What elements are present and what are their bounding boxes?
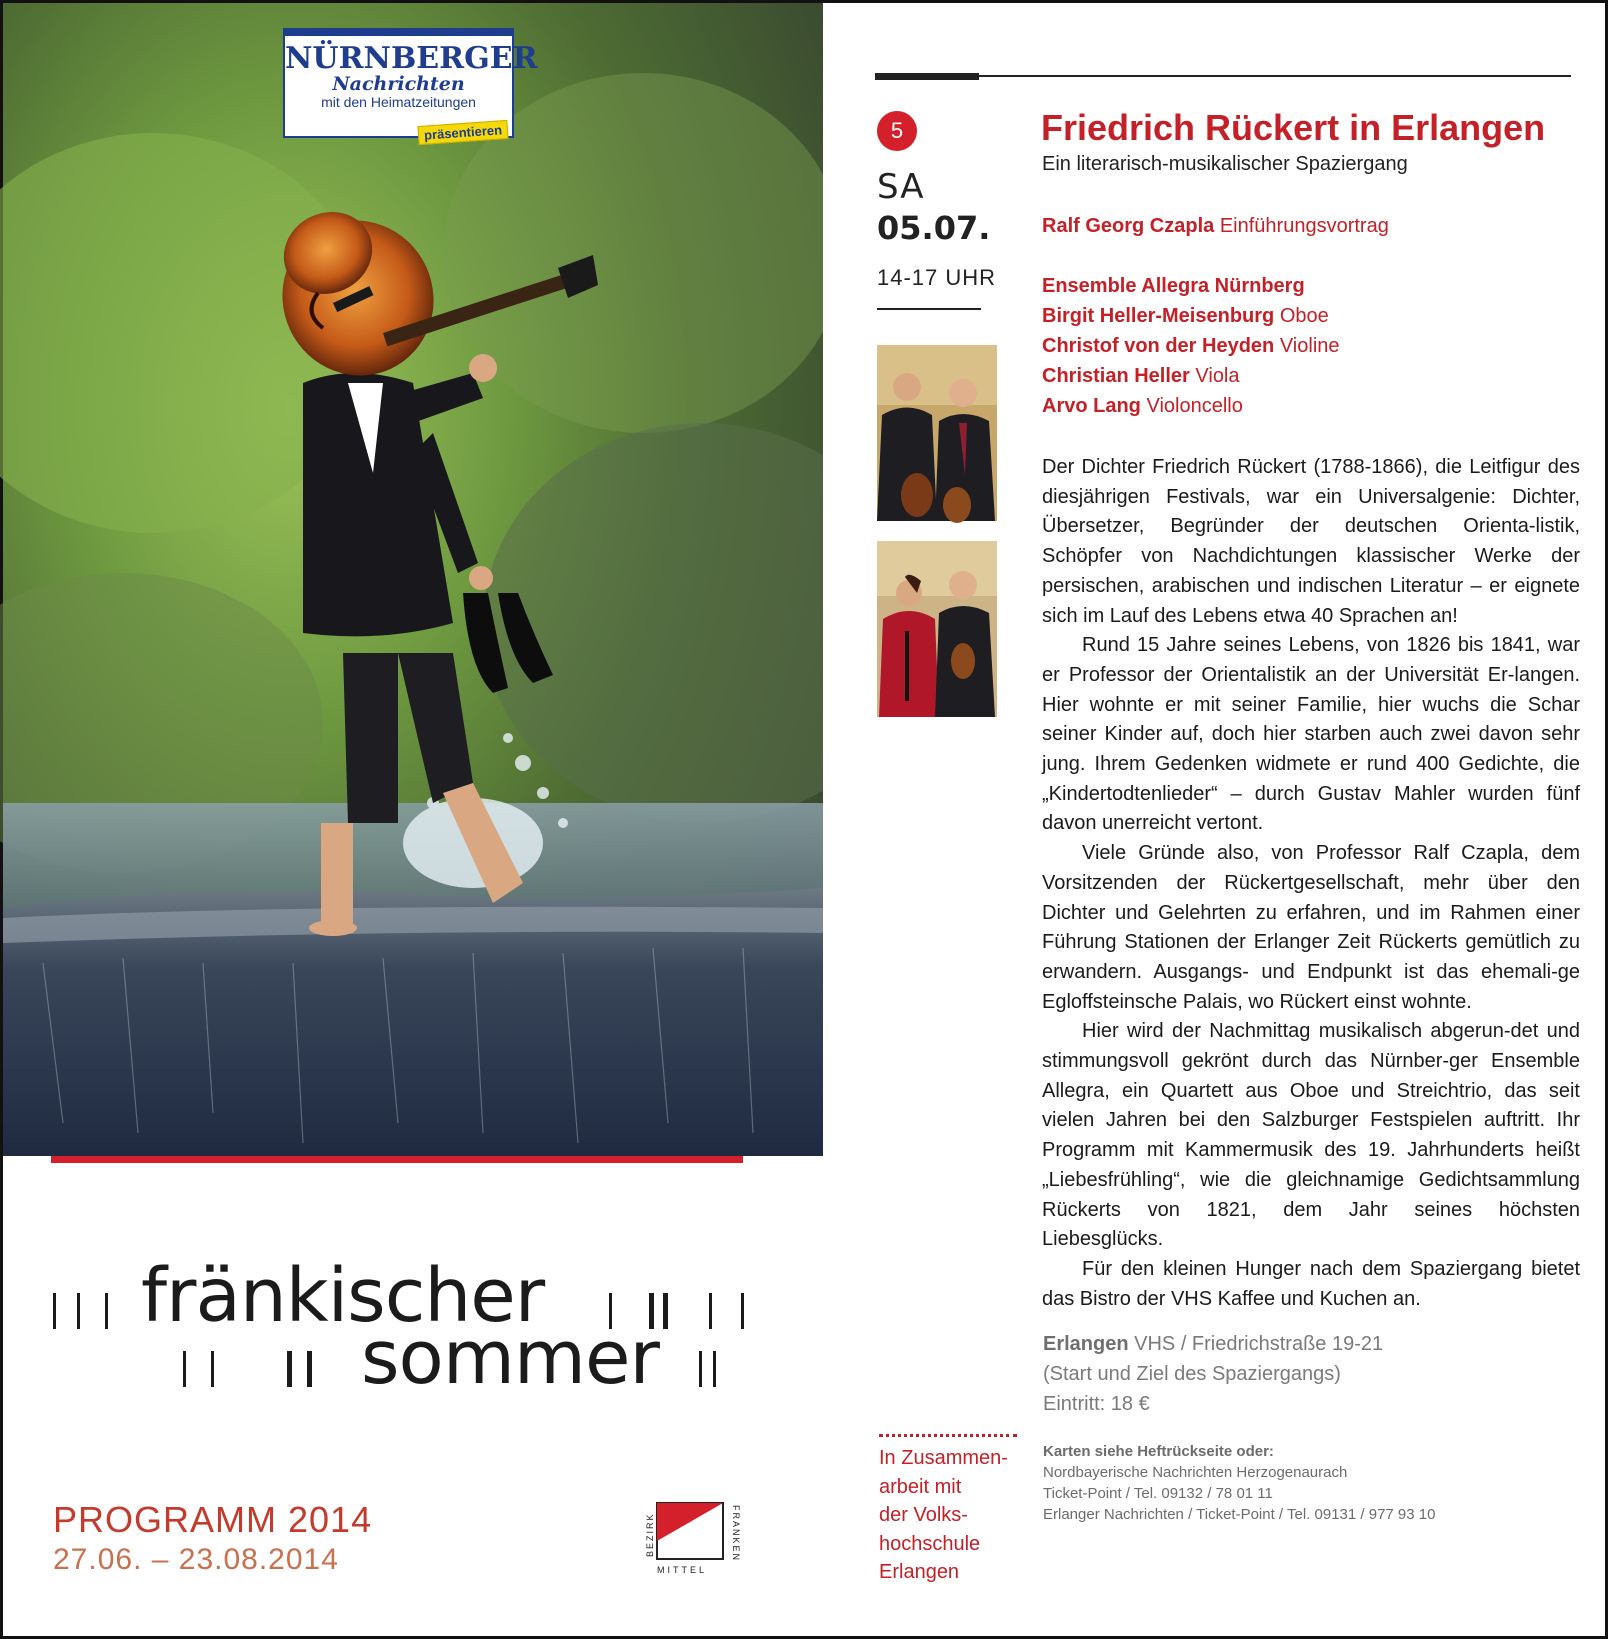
venue-city: Erlangen [1043, 1333, 1129, 1355]
event-date: 05.07. [877, 209, 991, 247]
event-title: Friedrich Rückert in Erlangen [1041, 107, 1546, 148]
musician-name: Christian Heller [1042, 365, 1190, 387]
cover-photo [3, 3, 823, 1156]
description-paragraph: Rund 15 Jahre seines Lebens, von 1826 bis 1841, war er Professor der Orientalistik an der Universität Er-langen. Hier wohnte er mit seiner Familie, hier wuchs die Schar seiner Kinder auf, doch hier starben auch zwei davon sehr jung. Ihrem Gedenken widmete er rund 400 Gedichte, die „Kindertodtenlieder“ – durch Gustav Mahler wurden fünf davon unerreicht vertont. [1042, 634, 1580, 835]
newspaper-logo [283, 28, 538, 143]
musician-name: Birgit Heller-Meisenburg [1042, 305, 1275, 327]
franken-text: FRANKEN [731, 1505, 741, 1563]
cover-panel [3, 3, 823, 1636]
admission-price: Eintritt: 18 € [1043, 1393, 1150, 1415]
musician-line [1042, 335, 1340, 358]
festival-title-line1: fränkischer [141, 1253, 545, 1339]
festival-title-line2: sommer [361, 1315, 659, 1401]
cooperation-note: In Zusammen- arbeit mit der Volks- hochschule Erlangen [879, 1447, 1008, 1583]
bezirk-mittelfranken-logo [647, 1501, 741, 1581]
newspaper-logo-title: NÜRNBERGER [285, 41, 538, 76]
musician-line [1042, 395, 1243, 418]
ticket-heading: Karten siehe Heftrückseite oder: [1043, 1443, 1274, 1460]
event-day: SA [877, 167, 925, 207]
top-rule [875, 75, 1571, 77]
top-rule-accent [875, 73, 979, 80]
ticket-info [1043, 1441, 1435, 1525]
musicians-photo-1 [877, 345, 997, 521]
event-description [1042, 453, 1580, 1314]
musician-instrument: Viola [1195, 365, 1240, 387]
speaker-role: Einführungsvortrag [1219, 215, 1389, 237]
newspaper-logo-subtitle: Nachrichten [332, 73, 465, 95]
musician-instrument: Oboe [1279, 305, 1329, 327]
program-dates: 27.06. – 23.08.2014 [53, 1543, 339, 1576]
description-paragraph: Hier wird der Nachmittag musikalisch abgerun-det und stimmungsvoll gekrönt durch das Nürnber-ger Ensemble Allegra, ein Quartett aus Oboe und Streichtrio, das seit vielen Jahren bei den Salzburger Festspielen auftritt. Ihr Programm mit Kammermusik des 19. Jahrhunderts heißt „Liebesfrühling“, wie die gleichnamige Gedichtsammlung Rückerts von 1821, dem Jahr seines höchsten Liebesglücks. [1042, 1020, 1580, 1251]
bezirk-text: BEZIRK [645, 1512, 655, 1557]
musician-name: Arvo Lang [1042, 395, 1141, 417]
presents-badge: präsentieren [417, 120, 508, 145]
newspaper-logo-line: mit den Heimatzeitungen [321, 94, 476, 110]
musician-line [1042, 305, 1329, 328]
ticket-line: Nordbayerische Nachrichten Herzogenaurach [1043, 1464, 1348, 1481]
event-number-badge: 5 [877, 111, 917, 151]
musicians-photo-2 [877, 541, 997, 717]
venue-info [1043, 1329, 1383, 1419]
description-paragraph: Viele Gründe also, von Professor Ralf Czapla, dem Vorsitzenden der Rückertgesellschaft, mehr über den Dichter und Gelehrten zu erfahren, und im Rahmen einer Führung Stationen der Erlanger Zeit Rückerts gemütlich zu erwandern. Ausgangs- und Endpunkt ist das ehemali-ge Egloffsteinsche Palais, wo Rückert einst wohnte. [1042, 842, 1580, 1013]
dotted-divider [879, 1434, 1017, 1437]
speaker-name: Ralf Georg Czapla [1042, 215, 1215, 237]
event-time: 14-17 UHR [877, 265, 997, 290]
musician-line [1042, 365, 1240, 388]
musician-instrument: Violine [1279, 335, 1340, 357]
event-panel [823, 3, 1605, 1636]
ticket-line: Erlanger Nachrichten / Ticket-Point / Tel. 09131 / 977 93 10 [1043, 1506, 1436, 1523]
musician-name: Christof von der Heyden [1042, 335, 1275, 357]
mittel-text: MITTEL [657, 1565, 708, 1575]
guitar-man-illustration [3, 3, 823, 1156]
ticket-line: Ticket-Point / Tel. 09132 / 78 01 11 [1043, 1485, 1273, 1502]
red-divider [51, 1156, 743, 1163]
ensemble-name: Ensemble Allegra Nürnberg [1042, 275, 1305, 297]
venue-note: (Start und Ziel des Spaziergangs) [1043, 1363, 1341, 1385]
speaker-line [1042, 215, 1389, 238]
event-subtitle: Ein literarisch-musikalischer Spaziergang [1042, 153, 1408, 175]
description-paragraph: Für den kleinen Hunger nach dem Spaziergang bietet das Bistro der VHS Kaffee und Kuchen an. [1042, 1257, 1580, 1310]
venue-place: VHS / Friedrichstraße 19-21 [1134, 1333, 1384, 1355]
date-rule [877, 308, 981, 310]
program-label: PROGRAMM 2014 [53, 1499, 373, 1540]
description-paragraph: Der Dichter Friedrich Rückert (1788-1866), die Leitfigur des diesjährigen Festivals, war ein Universalgenie: Dichter, Übersetzer, Begründer der deutschen Orienta-listik, Schöpfer von Nachdichtungen klassischer Werke der persischen, arabischen und indischen Literatur – er eignete sich im Lauf des Lebens etwa 40 Sprachen an! [1042, 456, 1580, 627]
musician-instrument: Violoncello [1146, 395, 1243, 417]
